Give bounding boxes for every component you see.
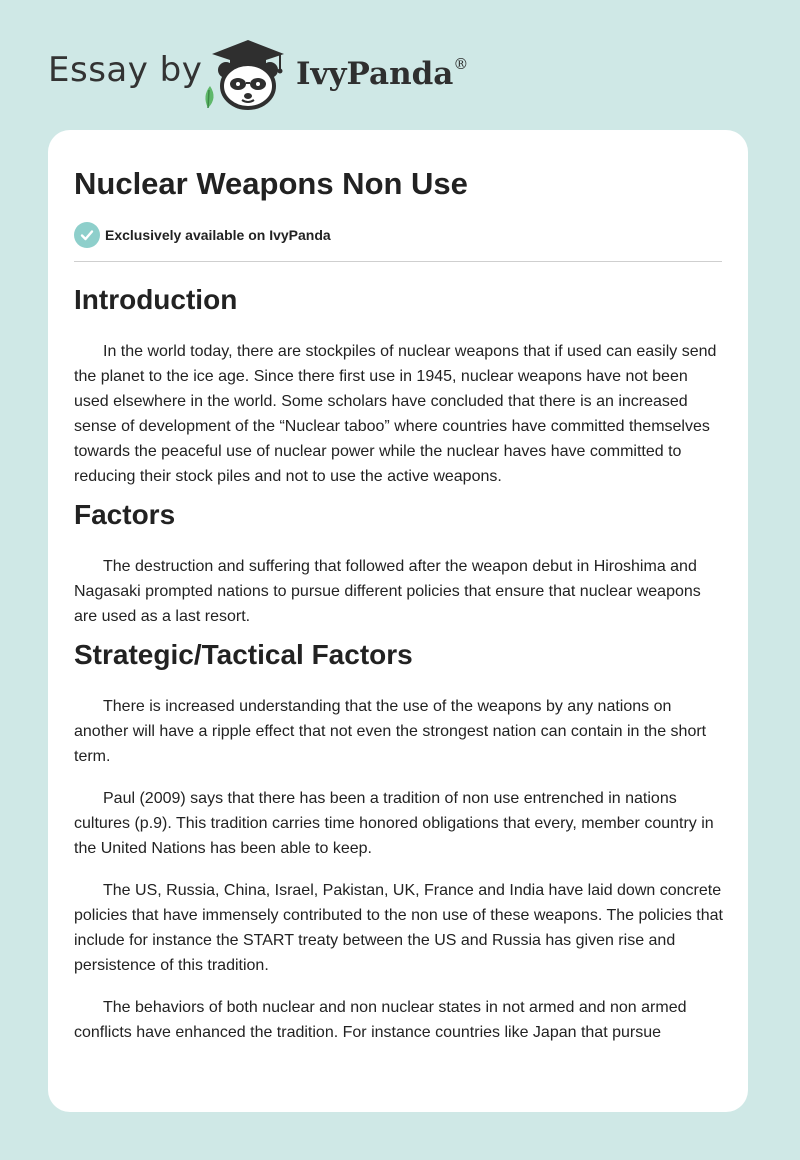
brand-text: IvyPanda: [296, 56, 454, 92]
paragraph: In the world today, there are stockpiles of nuclear weapons that if used can easily send the planet to the ice age. Since there first use in 1945, nuclear weapons have not been used elsewhere in the world. Some scholars have concluded that there is an increased sense of development of the “Nuclear taboo” where countries have committed themselves towards the peaceful use of nuclear power while the nuclear haves have committed to reducing their stock piles and not to use the active weapons.: [74, 343, 717, 485]
page-title: Nuclear Weapons Non Use: [74, 166, 468, 201]
brand-name[interactable]: [296, 56, 468, 92]
paragraph: There is increased understanding that the use of the weapons by any nations on another will have a ripple effect that not even the strongest nation can contain in the short term.: [74, 698, 707, 765]
paragraph: The destruction and suffering that followed after the weapon debut in Hiroshima and Nagasaki prompted nations to pursue different policies that ensure that nuclear weapons are used as a last resort.: [74, 558, 701, 625]
section-heading-strategic-factors: Strategic/Tactical Factors: [74, 639, 413, 670]
paragraph: The US, Russia, China, Israel, Pakistan, UK, France and India have laid down concrete policies that have immensely contributed to the non use of these weapons. The policies that include for instance the START treaty between the US and Russia has given rise and persistence of this tradition.: [74, 882, 723, 974]
panda-logo-icon[interactable]: [200, 36, 292, 112]
section-heading-introduction: Introduction: [74, 284, 238, 315]
divider: [74, 261, 722, 262]
exclusive-badge: [74, 222, 331, 248]
essay-card: [48, 130, 748, 1112]
exclusive-badge-label: Exclusively available on IvyPanda: [105, 227, 331, 243]
site-header: [48, 36, 508, 116]
registered-mark: ®: [453, 54, 469, 73]
paragraph: Paul (2009) says that there has been a tradition of non use entrenched in nations cultures (p.9). This tradition carries time honored obligations that every, member country in the United Nations has been able to keep.: [74, 790, 714, 857]
paragraph: The behaviors of both nuclear and non nuclear states in not armed and non armed conflicts have enhanced the tradition. For instance countries like Japan that pursue: [74, 999, 687, 1041]
checkmark-icon: [74, 222, 100, 248]
essay-body: [74, 280, 724, 1045]
essay-by-label: Essay by: [48, 50, 203, 90]
section-heading-factors: Factors: [74, 499, 176, 530]
